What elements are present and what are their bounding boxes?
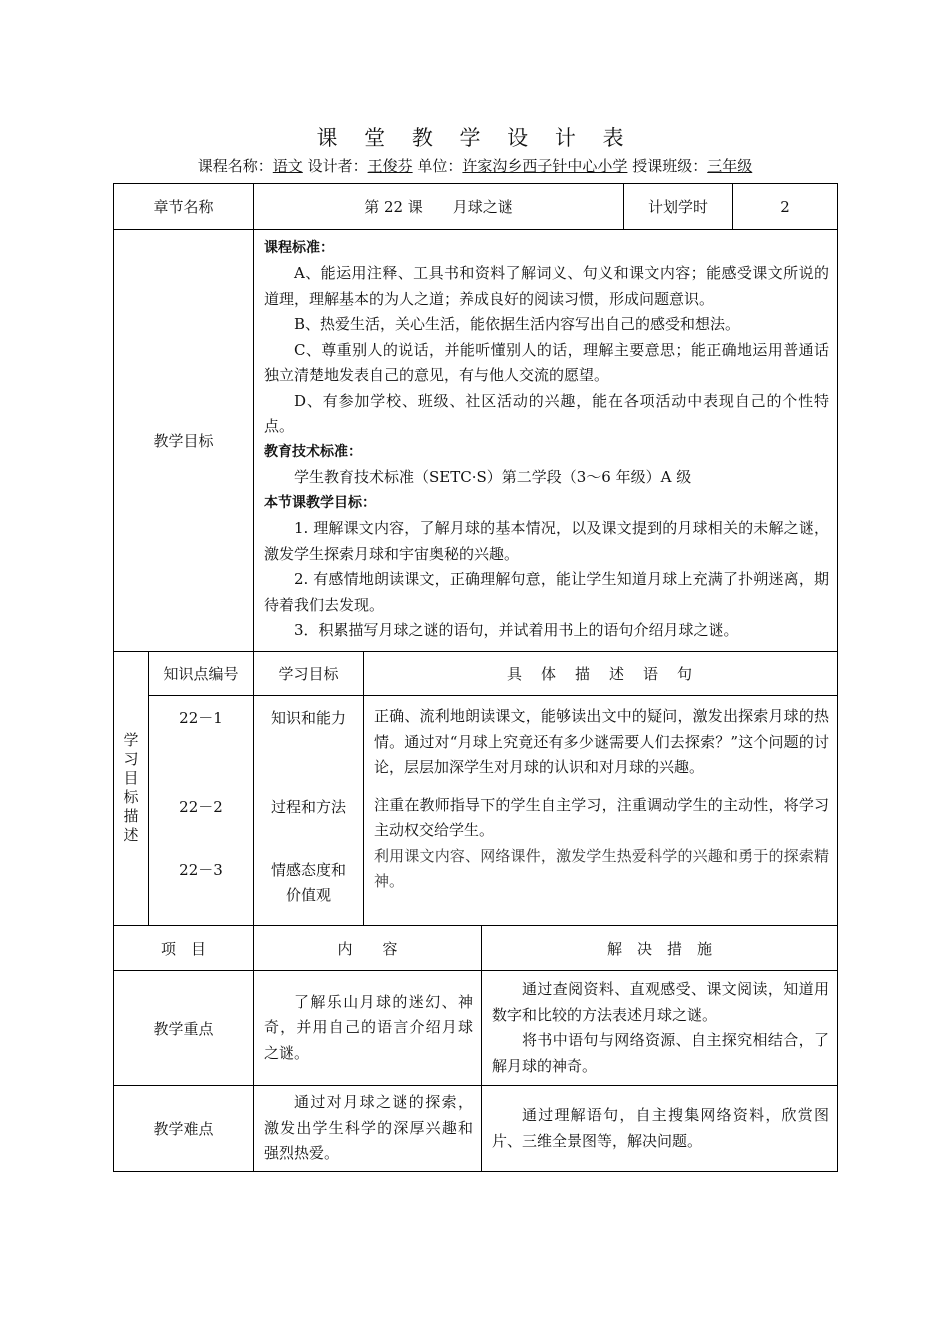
row-desc-3: 利用课文内容、网络课件，激发学生热爱科学的兴趣和勇于的探索精神。 <box>374 846 829 890</box>
row-id-3: 22－3 <box>179 861 223 879</box>
row-desc-2: 注重在教师指导下的学生自主学习，注重调动学生的主动性，将学习主动权交给学生。 <box>374 795 829 839</box>
course-value: 语文 <box>272 157 303 175</box>
col-header-desc: 具 体 描 述 语 句 <box>364 652 838 696</box>
course-meta-line <box>0 155 950 176</box>
focus-header-item: 项 目 <box>114 926 254 971</box>
focus-header-measure: 解 决 措 施 <box>482 926 838 971</box>
key-point-content-cell <box>254 971 482 1086</box>
chapter-value-cell: 第 22 课 月球之谜 <box>254 184 624 230</box>
row-id-2: 22－2 <box>179 798 223 816</box>
goal-column <box>254 696 364 926</box>
col-header-id: 知识点编号 <box>149 652 254 696</box>
standard-d: D、有参加学校、班级、社区活动的兴趣，能在各项活动中表现自己的个性特点。 <box>264 391 829 435</box>
unit-value: 许家沟乡西子针中心小学 <box>462 157 628 175</box>
key-point-measure-2: 将书中语句与网络资源、自主探究相结合，了解月球的神奇。 <box>492 1031 829 1075</box>
focus-header-content: 内 容 <box>254 926 482 971</box>
key-point-label: 教学重点 <box>114 971 254 1086</box>
objectives-table <box>113 183 838 652</box>
row-id-1: 22－1 <box>179 709 223 727</box>
focus-table <box>113 925 838 1172</box>
learning-side-label-cell <box>114 652 149 926</box>
lesson-goal-1: 1. 理解课文内容，了解月球的基本情况，以及课文提到的月球相关的未解之谜，激发学生探索月球和宇宙奥秘的兴趣。 <box>264 519 829 563</box>
difficult-point-content-cell <box>254 1086 482 1172</box>
row-goal-1: 知识和能力 <box>270 709 346 727</box>
key-point-measure-1: 通过查阅资料、直观感受、课文阅读，知道用数字和比较的方法表述月球之谜。 <box>492 980 829 1024</box>
unit-label: 单位： <box>417 157 463 175</box>
course-label: 课程名称： <box>197 157 273 175</box>
difficult-point-measure: 通过理解语句，自主搜集网络资料，欣赏图片、三维全景图等，解决问题。 <box>492 1106 829 1150</box>
standard-c: C、尊重别人的说话，并能听懂别人的话，理解主要意思；能正确地运用普通话独立清楚地发表自己的意见，有与他人交流的愿望。 <box>264 340 829 384</box>
chapter-label-cell: 章节名称 <box>114 184 254 230</box>
objectives-content-cell <box>254 230 838 652</box>
standard-a: A、能运用注释、工具书和资料了解词义、句义和课文内容；能感受课文所说的道理，理解基本的为人之道；养成良好的阅读习惯，形成问题意识。 <box>264 264 829 308</box>
lesson-goal-3: 3．积累描写月球之谜的语句，并试着用书上的语句介绍月球之谜。 <box>294 621 739 639</box>
key-point-content: 了解乐山月球的迷幻、神奇，并用自己的语言介绍月球之谜。 <box>264 992 473 1062</box>
designer-value: 王俊芬 <box>367 157 413 175</box>
class-label: 授课班级： <box>632 157 708 175</box>
row-goal-3: 情感态度和价值观 <box>270 861 346 904</box>
difficult-point-measure-cell <box>482 1086 838 1172</box>
lesson-goal-heading: 本节课教学目标： <box>264 494 376 511</box>
designer-label: 设计者： <box>307 157 368 175</box>
id-column <box>149 696 254 926</box>
lesson-goal-2: 2. 有感情地朗读课文，正确理解句意，能让学生知道月球上充满了扑朔迷离，期待着我们去发现。 <box>264 570 829 614</box>
difficult-point-label: 教学难点 <box>114 1086 254 1172</box>
standard-b: B、热爱生活，关心生活，能依据生活内容写出自己的感受和想法。 <box>294 315 741 333</box>
col-header-goal: 学习目标 <box>254 652 364 696</box>
learning-goals-table <box>113 651 838 926</box>
objectives-label-cell: 教学目标 <box>114 230 254 652</box>
row-goal-2: 过程和方法 <box>270 798 346 816</box>
page-title: 课 堂 教 学 设 计 表 <box>316 126 634 150</box>
hours-value-cell: 2 <box>733 184 838 230</box>
hours-label-cell: 计划学时 <box>624 184 733 230</box>
key-point-measure-cell <box>482 971 838 1086</box>
difficult-point-content: 通过对月球之谜的探索，激发出学生科学的深厚兴趣和强烈热爱。 <box>264 1093 473 1163</box>
class-value: 三年级 <box>707 157 753 175</box>
row-desc-1: 正确、流利地朗读课文，能够读出文中的疑问，激发出探索月球的热情。通过对“月球上究竟还有多少谜需要人们去探索？”这个问题的讨论，层层加深学生对月球的认识和对月球的兴趣。 <box>374 707 829 776</box>
learning-side-label: 学习目标描述 <box>121 731 140 846</box>
tech-standard-text: 学生教育技术标准（SETC·S）第二学段（3～6 年级）A 级 <box>294 468 692 486</box>
desc-column <box>364 696 838 926</box>
tech-standard-heading: 教育技术标准： <box>264 443 362 460</box>
course-standard-heading: 课程标准： <box>264 239 334 256</box>
